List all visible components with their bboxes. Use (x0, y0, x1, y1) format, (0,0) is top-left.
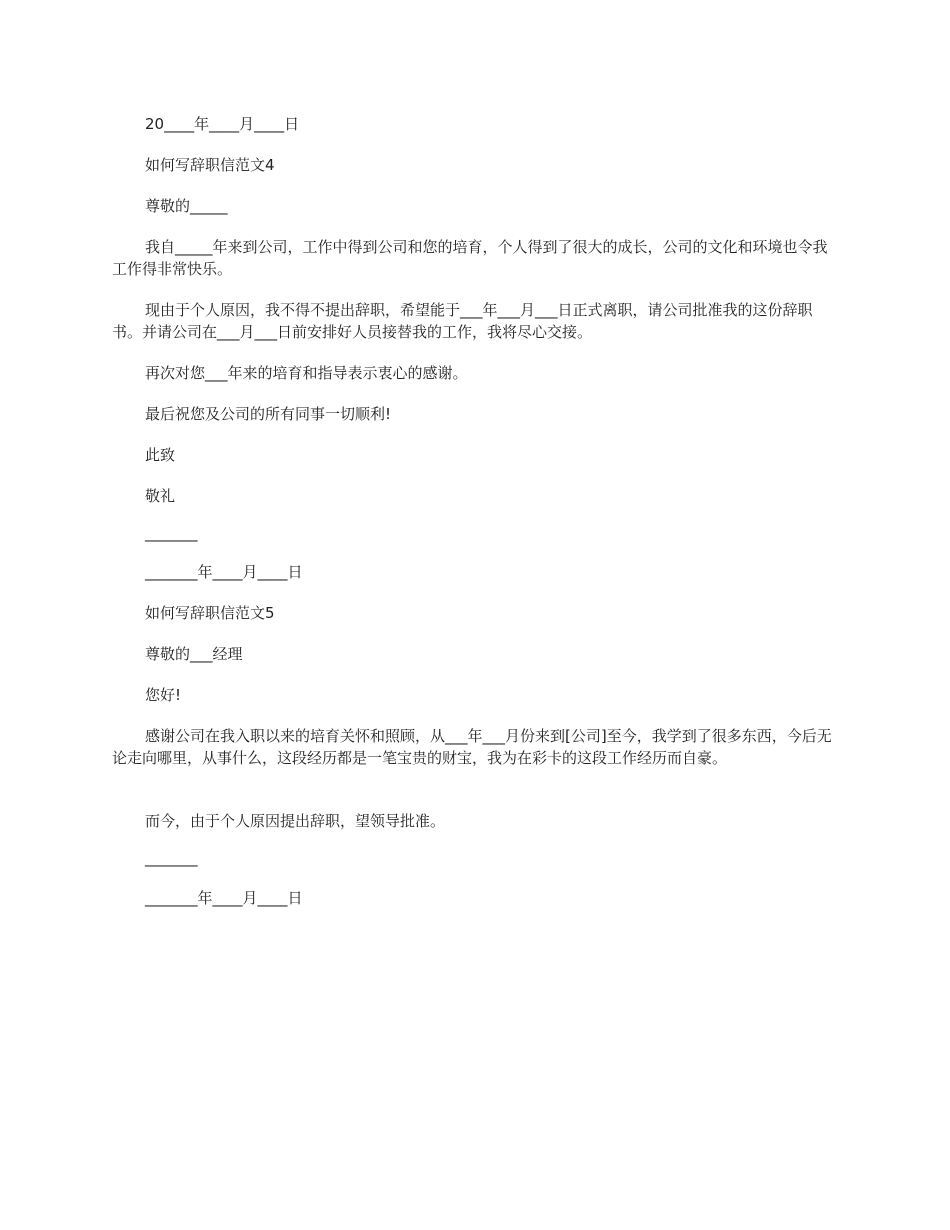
date-line: 20____年____月____日 (145, 115, 300, 133)
paragraph: 最后祝您及公司的所有同事一切顺利! (145, 405, 392, 423)
date-line: _______年____月____日 (145, 563, 303, 581)
paragraph: 再次对您___年来的培育和指导表示衷心的感谢。 (145, 364, 468, 382)
section-heading: 如何写辞职信范文4 (145, 156, 275, 174)
paragraph: 我自_____年来到公司，工作中得到公司和您的培育，个人得到了很大的成长，公司的文化和环境也令我工作得非常快乐。 (112, 238, 828, 278)
salutation: 尊敬的_____ (145, 197, 228, 215)
paragraph: 现由于个人原因，我不得不提出辞职，希望能于___年___月___日正式离职，请公司批准我的这份辞职书。并请公司在___月___日前安排好人员接替我的工作，我将尽心交接。 (112, 301, 813, 341)
paragraph: 而今，由于个人原因提出辞职，望领导批准。 (145, 812, 446, 830)
salutation: 尊敬的___经理 (145, 645, 243, 663)
closing: 此致 (145, 446, 176, 464)
closing: 敬礼 (145, 487, 176, 505)
greeting: 您好! (145, 686, 182, 704)
signature-line: _______ (145, 849, 198, 867)
signature-line: _______ (145, 524, 198, 542)
date-line: _______年____月____日 (145, 889, 303, 907)
paragraph: 感谢公司在我入职以来的培育关怀和照顾，从___年___月份来到[公司]至今，我学到了很多东西，今后无论走向哪里，从事什么，这段经历都是一笔宝贵的财宝，我为在彩卡的这段工作经历而自豪。 (112, 727, 832, 767)
section-heading: 如何写辞职信范文5 (145, 604, 275, 622)
